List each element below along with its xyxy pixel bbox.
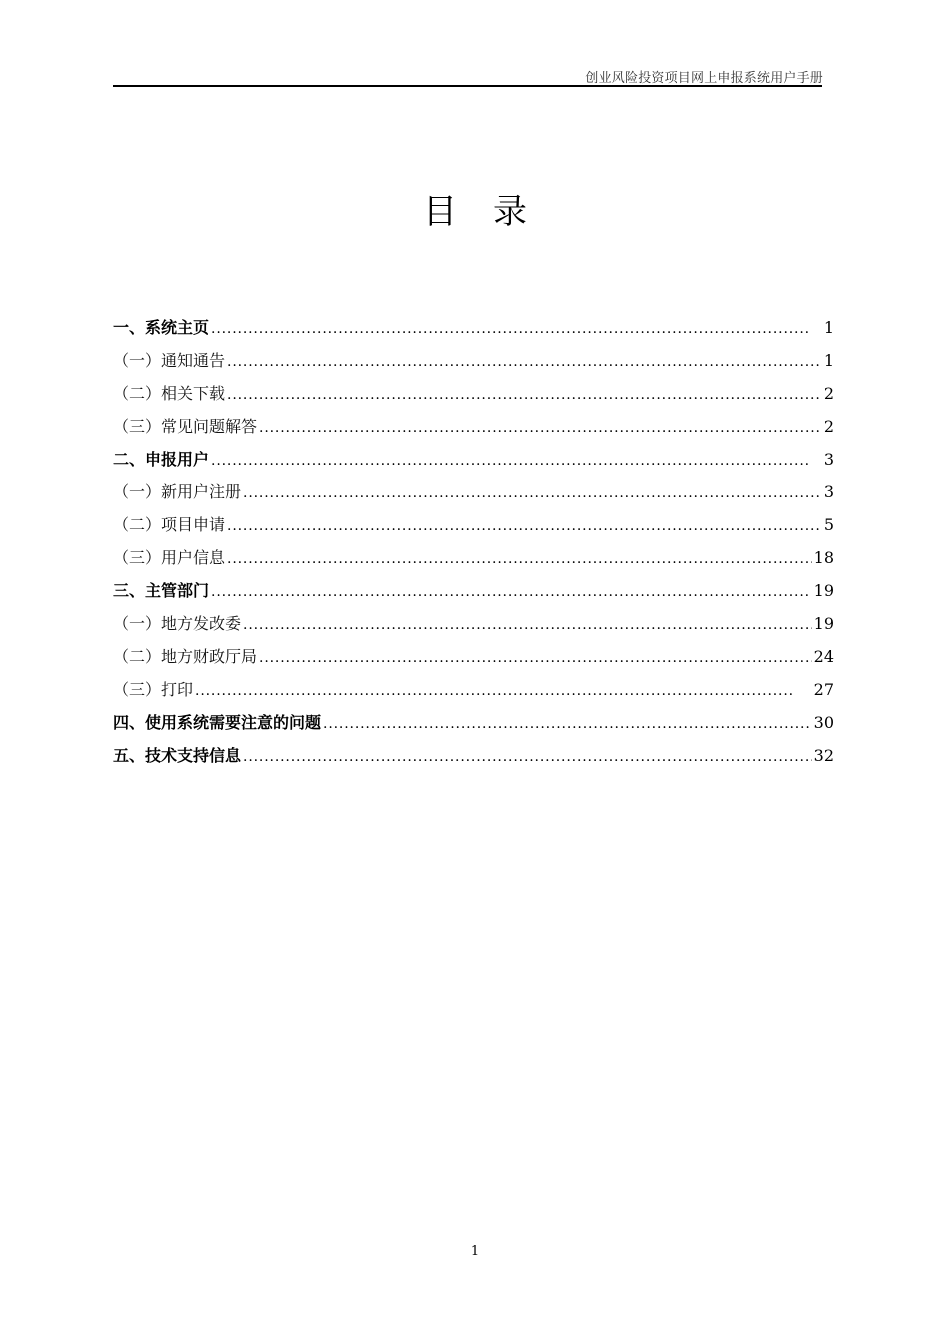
toc-section-entry[interactable] bbox=[113, 711, 834, 744]
toc-dot-leader bbox=[227, 546, 812, 571]
toc-dot-leader bbox=[323, 711, 812, 736]
toc-dot-leader bbox=[259, 415, 822, 440]
toc-entry-label: （二）项目申请 bbox=[113, 515, 226, 535]
toc-page-number: 3 bbox=[823, 482, 834, 502]
table-of-contents bbox=[113, 316, 834, 776]
running-header: 创业风险投资项目网上申报系统用户手册 bbox=[585, 71, 823, 86]
toc-page-number: 27 bbox=[813, 679, 834, 699]
toc-page-number: 5 bbox=[823, 515, 834, 535]
toc-entry-label: 一、系统主页 bbox=[113, 318, 210, 337]
toc-dot-leader bbox=[243, 480, 822, 505]
toc-subsection-entry[interactable] bbox=[113, 612, 834, 645]
header-divider bbox=[113, 85, 822, 87]
toc-entry-label: 二、申报用户 bbox=[113, 449, 210, 469]
toc-section-entry[interactable] bbox=[113, 448, 834, 481]
toc-section-entry[interactable] bbox=[113, 316, 834, 349]
toc-dot-leader bbox=[227, 349, 822, 374]
toc-subsection-entry[interactable] bbox=[113, 513, 834, 546]
toc-page-number: 19 bbox=[813, 581, 834, 601]
toc-entry-label: 四、使用系统需要注意的问题 bbox=[113, 712, 322, 732]
toc-entry-label: （一）新用户注册 bbox=[113, 482, 242, 502]
toc-entry-label: 五、技术支持信息 bbox=[113, 745, 242, 765]
toc-subsection-entry[interactable] bbox=[113, 480, 834, 513]
toc-subsection-entry[interactable] bbox=[113, 645, 834, 678]
toc-page-number: 2 bbox=[823, 416, 834, 436]
toc-entry-label: （三）常见问题解答 bbox=[113, 416, 258, 436]
toc-entry-label: （二）地方财政厅局 bbox=[113, 646, 258, 666]
toc-subsection-entry[interactable] bbox=[113, 546, 834, 579]
toc-dot-leader bbox=[259, 645, 812, 670]
toc-dot-leader bbox=[211, 448, 822, 473]
title-char-1: 目 bbox=[423, 192, 457, 232]
toc-dot-leader bbox=[243, 744, 812, 769]
toc-subsection-entry[interactable] bbox=[113, 349, 834, 382]
toc-entry-label: （三）用户信息 bbox=[113, 548, 226, 568]
toc-entry-label: 三、主管部门 bbox=[113, 581, 210, 601]
toc-subsection-entry[interactable] bbox=[113, 678, 834, 711]
toc-page-number: 18 bbox=[813, 548, 834, 568]
page-title bbox=[0, 184, 950, 233]
toc-page-number: 30 bbox=[813, 712, 834, 732]
toc-entry-label: （三）打印 bbox=[113, 679, 194, 699]
toc-dot-leader bbox=[211, 579, 812, 604]
title-char-2: 录 bbox=[493, 192, 527, 232]
toc-dot-leader bbox=[211, 316, 822, 341]
toc-page-number: 1 bbox=[823, 318, 834, 337]
toc-entry-label: （一）地方发改委 bbox=[113, 614, 242, 634]
toc-page-number: 2 bbox=[823, 383, 834, 403]
toc-dot-leader bbox=[227, 382, 822, 407]
toc-entry-label: （二）相关下载 bbox=[113, 383, 226, 403]
toc-section-entry[interactable] bbox=[113, 744, 834, 777]
toc-entry-label: （一）通知通告 bbox=[113, 350, 226, 370]
toc-subsection-entry[interactable] bbox=[113, 382, 834, 415]
toc-section-entry[interactable] bbox=[113, 579, 834, 612]
toc-dot-leader bbox=[243, 612, 812, 637]
toc-page-number: 3 bbox=[823, 449, 834, 469]
toc-page-number: 32 bbox=[813, 745, 834, 765]
toc-dot-leader bbox=[227, 513, 822, 538]
toc-page-number: 24 bbox=[813, 646, 834, 666]
page-number: 1 bbox=[470, 1244, 480, 1259]
toc-subsection-entry[interactable] bbox=[113, 415, 834, 448]
toc-page-number: 19 bbox=[813, 614, 834, 634]
toc-page-number: 1 bbox=[823, 350, 834, 370]
toc-dot-leader bbox=[195, 678, 812, 703]
